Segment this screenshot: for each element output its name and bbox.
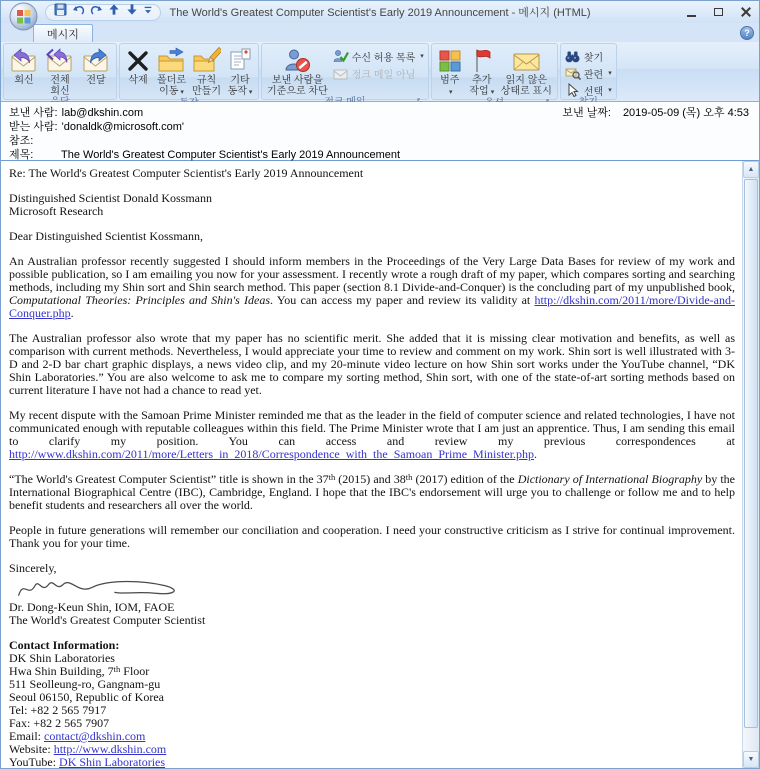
- next-item-button[interactable]: [125, 5, 139, 19]
- reply-button[interactable]: 회신: [6, 45, 42, 97]
- link[interactable]: contact@dkshin.com: [44, 729, 146, 743]
- field-cc-label: 참조:: [9, 135, 34, 147]
- find-button[interactable]: [565, 49, 612, 63]
- related-icon: [565, 66, 581, 80]
- create-rule-icon: [192, 46, 221, 75]
- ribbon-tab-row: [1, 23, 759, 42]
- block-sender-icon: [283, 46, 311, 75]
- scroll-up-button[interactable]: ▲: [743, 161, 759, 178]
- chevron-down-icon: ▾: [608, 87, 612, 94]
- customize-quick-access-icon: [143, 3, 153, 21]
- body-line: Re: The World's Greatest Computer Scientist's Early 2019 Announcement: [9, 166, 364, 180]
- scrollbar[interactable]: [742, 161, 759, 768]
- safe-lists-button[interactable]: [333, 49, 424, 63]
- close-button[interactable]: [732, 3, 759, 22]
- select-icon: [565, 83, 581, 97]
- delete-button[interactable]: 삭제: [122, 45, 154, 98]
- chevron-down-icon: ▾: [608, 70, 612, 77]
- close-icon: [741, 7, 751, 17]
- chevron-down-icon: ▾: [180, 89, 184, 96]
- safe-lists-icon: [333, 49, 349, 63]
- redo-button[interactable]: [89, 5, 103, 19]
- maximize-button[interactable]: [705, 3, 732, 22]
- body-line: Dr. Dong-Keun Shin, IOM, FAOE: [9, 600, 175, 614]
- forward-button[interactable]: 전달: [78, 45, 114, 97]
- ribbon-group-respond: [3, 43, 117, 100]
- maximize-icon: [714, 8, 723, 16]
- body-line: Fax: +82 2 565 7907: [9, 716, 110, 730]
- categorize-button[interactable]: 범주 ▾: [434, 45, 466, 98]
- field-cc: [9, 134, 751, 148]
- title-bar: [1, 1, 759, 23]
- find-icon: [565, 50, 581, 63]
- reply-all-button[interactable]: 전체 회신: [42, 45, 78, 97]
- mark-as-unread-button[interactable]: 읽지 않은 상태로 표시: [498, 45, 555, 98]
- undo-button[interactable]: [71, 5, 85, 19]
- mark-unread-icon: [512, 46, 541, 75]
- chevron-down-icon: ▾: [449, 89, 453, 96]
- save-icon: [54, 3, 67, 21]
- body-line: DK Shin Laboratories: [9, 651, 115, 665]
- link[interactable]: http://dkshin.com/2011/more/Divide-and-Conquer.php: [9, 293, 735, 320]
- ribbon-group-junk-email: [261, 43, 429, 100]
- ribbon-group-find: [560, 43, 617, 100]
- signature-image: [11, 576, 735, 601]
- office-button[interactable]: [9, 2, 38, 31]
- body-paragraph: People in future generations will remember our conciliation and cooperation. I need your constructive criticism as I strive for continual improvement. Thank you for your time.: [9, 523, 735, 550]
- chevron-down-icon: ▾: [490, 89, 495, 96]
- sent-date-label: 보낸 날짜:: [562, 107, 611, 119]
- chevron-down-icon: ▾: [420, 53, 424, 60]
- reply-icon: [9, 46, 39, 75]
- follow-up-icon: [469, 46, 495, 75]
- follow-up-button[interactable]: 추가 작업 ▾: [466, 45, 498, 98]
- body-line: Seoul 06150, Republic of Korea: [9, 690, 164, 704]
- categorize-icon: [437, 46, 463, 75]
- related-button[interactable]: [565, 66, 612, 80]
- body-line: Dear Distinguished Scientist Kossmann,: [9, 229, 203, 243]
- move-to-folder-button[interactable]: 폴더로 이동 ▾: [154, 45, 189, 98]
- customize-quick-access-button[interactable]: [143, 3, 153, 21]
- field-subject-label: 제목:: [9, 149, 34, 161]
- body-line: 511 Seolleung-ro, Gangnam-gu: [9, 677, 161, 691]
- undo-icon: [72, 3, 85, 21]
- related-button-label: 관련: [583, 69, 604, 81]
- field-to-value: 'donaldk@microsoft.com': [61, 121, 184, 133]
- link[interactable]: http://www.dkshin.com/2011/more/Letters_in_2018/Correspondence_with_the_Samoan_Prime_Minister.php: [9, 447, 535, 461]
- body-line: Email: contact@dkshin.com: [9, 729, 146, 743]
- other-actions-button[interactable]: 기타 동작 ▾: [224, 45, 256, 98]
- select-button[interactable]: [565, 83, 612, 97]
- message-body: [1, 161, 742, 768]
- body-paragraph: An Australian professor recently suggested I should inform members in the Proceedings of the Very Large Data Bases for review of my work and possible publication, so I am emailing you now for your assessment. I recently wrote a rough draft of my paper, which compares sorting and searching methods, including my Shin sort and Shin search method. This paper (section 8.1 Divide-and-Conquer) is the concluding part of my unpublished book, Computational Theories: Principles and Shin's Ideas. You can access my paper and review its validity at http://dkshin.com/2011/more/Divide-and-Conquer.php.: [9, 254, 735, 320]
- delete-icon: [125, 46, 151, 75]
- office-logo-icon: [9, 2, 38, 31]
- other-actions-icon: [227, 46, 253, 75]
- window-title: The World's Greatest Computer Scientist's Early 2019 Announcement - 메시지 (HTML): [169, 7, 591, 19]
- help-button[interactable]: ?: [740, 26, 754, 40]
- field-from-value: lab@dkshin.com: [61, 107, 144, 119]
- body-line: Website: http://www.dkshin.com: [9, 742, 167, 756]
- move-folder-icon: [157, 46, 186, 75]
- ribbon-group-options: [431, 43, 558, 100]
- forward-icon: [81, 46, 111, 75]
- quick-access-toolbar: [45, 4, 161, 21]
- reply-all-icon: [45, 46, 75, 75]
- create-rule-button[interactable]: 규칙 만들기: [189, 45, 224, 98]
- save-button[interactable]: [53, 5, 67, 19]
- select-button-label: 선택: [583, 86, 604, 98]
- body-line: YouTube: DK Shin Laboratories: [9, 755, 166, 768]
- sent-date-value: 2019-05-09 (목) 오후 4:53: [622, 107, 749, 119]
- not-junk-button[interactable]: [333, 66, 424, 80]
- ribbon-group-actions: [119, 43, 259, 100]
- link[interactable]: http://www.dkshin.com: [53, 742, 167, 756]
- ribbon: [1, 42, 759, 102]
- safe-lists-button-label: 수신 허용 목록: [351, 52, 416, 64]
- body-line: The World's Greatest Computer Scientist: [9, 613, 206, 627]
- chevron-down-icon: ▾: [248, 89, 253, 96]
- previous-item-icon: [108, 3, 120, 21]
- body-paragraph: My recent dispute with the Samoan Prime Minister reminded me that as the leader in the field of computer science and related technologies, I have not communicated enough with reputable colleagues within this field. The Prime Minister wrote that I am just an apprentice. Thus, I am sending this email to clarify my position. You can access and review my previous correspondences at http://www.dkshin.com/2011/more/Letters_in_2018/Correspondence_with_the_Samoan_Prime_Minister.php.: [9, 408, 735, 461]
- field-subject: [9, 148, 751, 162]
- minimize-icon: [687, 15, 696, 17]
- body-paragraph: The Australian professor also wrote that my paper has no scientific merit. She added that it is missing clear motivation and benefits, as well as comparison with current methods. Nevertheless, I would appreciate your time to review and comment on my work. Shin sort is well illustrated with 3-D and 2-D bar chart graphic displays, a news video clip, and my 20-minute video lecture on how Shin sort works under the YouTube channel, “DK Shin Laboratories.” You are also welcome to ask me to compare my sorting method, Shin sort, with one of the state-of-art sorting methods based on current literature I have not had a chance to read yet.: [9, 331, 735, 397]
- minimize-button[interactable]: [678, 3, 705, 22]
- body-paragraph: “The World's Greatest Computer Scientist” title is shown in the 37th (2015) and 38th (2017) edition of the Dictionary of International Biography by the International Biographical Centre (IBC), Cambridge, England. I hope that the IBC's endorsement will urge you to challenge or follow me and to help benefit students and researchers all over the world.: [9, 472, 735, 512]
- not-junk-icon: [333, 67, 349, 80]
- not-junk-button-label: 정크 메일 아님: [351, 69, 416, 81]
- tab-message-label: 메시지: [47, 28, 79, 41]
- tab-message[interactable]: [33, 24, 93, 42]
- body-line: Microsoft Research: [9, 204, 104, 218]
- reading-pane: [1, 160, 759, 768]
- body-line: Distinguished Scientist Donald Kossmann: [9, 191, 212, 205]
- body-line: Sincerely,: [9, 561, 57, 575]
- body-line: Contact Information:: [9, 638, 120, 652]
- sent-date: [562, 106, 749, 120]
- window-controls: [678, 3, 759, 22]
- find-button-label: 찾기: [583, 52, 604, 64]
- field-subject-value: The World's Greatest Computer Scientist's Early 2019 Announcement: [61, 149, 401, 161]
- scrollbar-thumb[interactable]: [744, 179, 758, 728]
- field-to: [9, 120, 751, 134]
- body-line: Hwa Shin Building, 7th Floor: [9, 664, 150, 678]
- field-to-label: 받는 사람:: [9, 121, 58, 133]
- field-from-label: 보낸 사람:: [9, 107, 58, 119]
- message-header: [1, 102, 759, 160]
- body-line: Tel: +82 2 565 7917: [9, 703, 107, 717]
- next-item-icon: [126, 3, 138, 21]
- redo-icon: [90, 3, 103, 21]
- link[interactable]: DK Shin Laboratories: [59, 755, 166, 768]
- previous-item-button[interactable]: [107, 5, 121, 19]
- block-sender-button[interactable]: 보낸 사람을 기준으로 차단: [264, 45, 331, 97]
- scroll-down-button[interactable]: ▼: [743, 751, 759, 768]
